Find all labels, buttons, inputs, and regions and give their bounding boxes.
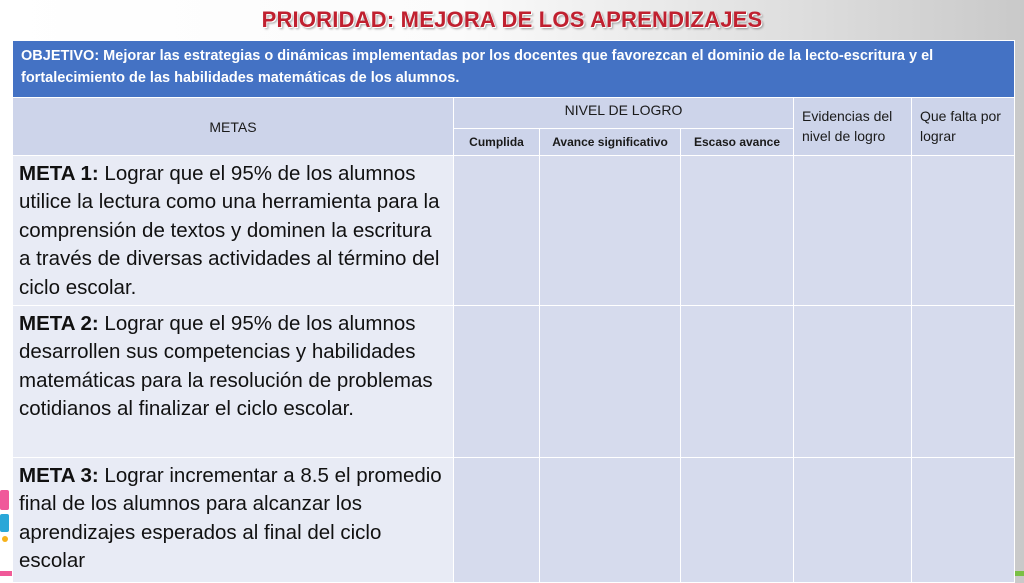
header-cumplida: Cumplida (454, 129, 540, 156)
header-que-falta: Que falta por lograr (912, 98, 1015, 156)
table-row-meta-1 (13, 156, 1015, 306)
meta-2-cumplida-cell[interactable] (454, 306, 540, 458)
page-title: PRIORIDAD: MEJORA DE LOS APRENDIZAJES (261, 7, 763, 32)
meta-3-avance-significativo-cell[interactable] (540, 458, 681, 583)
meta-3-que-falta-cell[interactable] (912, 458, 1015, 583)
meta-1-avance-significativo-cell[interactable] (540, 156, 681, 306)
meta-3-cumplida-cell[interactable] (454, 458, 540, 583)
meta-3-evidencias-cell[interactable] (794, 458, 912, 583)
meta-1-evidencias-cell[interactable] (794, 156, 912, 306)
meta-1-label: META 1: (19, 162, 99, 185)
meta-1-escaso-avance-cell[interactable] (681, 156, 794, 306)
meta-1-cumplida-cell[interactable] (454, 156, 540, 306)
meta-3-escaso-avance-cell[interactable] (681, 458, 794, 583)
meta-1-text: Lograr que el 95% de los alumnos utilice la lectura como una herramienta para la comprensión de textos y dominen la escritura a través de diversas actividades al término del ciclo escolar. (19, 162, 440, 299)
decorative-pink-shape (0, 490, 9, 510)
table-row-meta-3 (13, 458, 1015, 583)
meta-2-text: Lograr que el 95% de los alumnos desarrollen sus competencias y habilidades matemáticas para la resolución de problemas cotidianos al finalizar el ciclo escolar. (19, 312, 433, 421)
decorative-yellow-dot (2, 536, 8, 542)
meta-2-cell (13, 306, 454, 458)
meta-2-avance-significativo-cell[interactable] (540, 306, 681, 458)
header-evidencias: Evidencias del nivel de logro (794, 98, 912, 156)
meta-3-text: Lograr incrementar a 8.5 el promedio final de los alumnos para alcanzar los aprendizajes esperados al final del ciclo escolar (19, 464, 442, 573)
meta-2-label: META 2: (19, 312, 99, 335)
header-avance-significativo: Avance significativo (540, 129, 681, 156)
decorative-blue-shape (0, 514, 9, 532)
header-metas: METAS (13, 98, 454, 156)
meta-1-que-falta-cell[interactable] (912, 156, 1015, 306)
table-row-meta-2 (13, 306, 1015, 458)
header-escaso-avance: Escaso avance (681, 129, 794, 156)
meta-2-que-falta-cell[interactable] (912, 306, 1015, 458)
meta-3-cell (13, 458, 454, 583)
objective-banner: OBJETIVO: Mejorar las estrategias o dinámicas implementadas por los docentes que favorezcan el dominio de la lecto-escritura y el fortalecimiento de las habilidades matemáticas de los alumnos. (13, 41, 1015, 98)
meta-3-label: META 3: (19, 464, 99, 487)
goals-table (12, 40, 1015, 583)
meta-2-escaso-avance-cell[interactable] (681, 306, 794, 458)
meta-2-evidencias-cell[interactable] (794, 306, 912, 458)
header-nivel-de-logro: NIVEL DE LOGRO (454, 98, 794, 129)
meta-1-cell (13, 156, 454, 306)
